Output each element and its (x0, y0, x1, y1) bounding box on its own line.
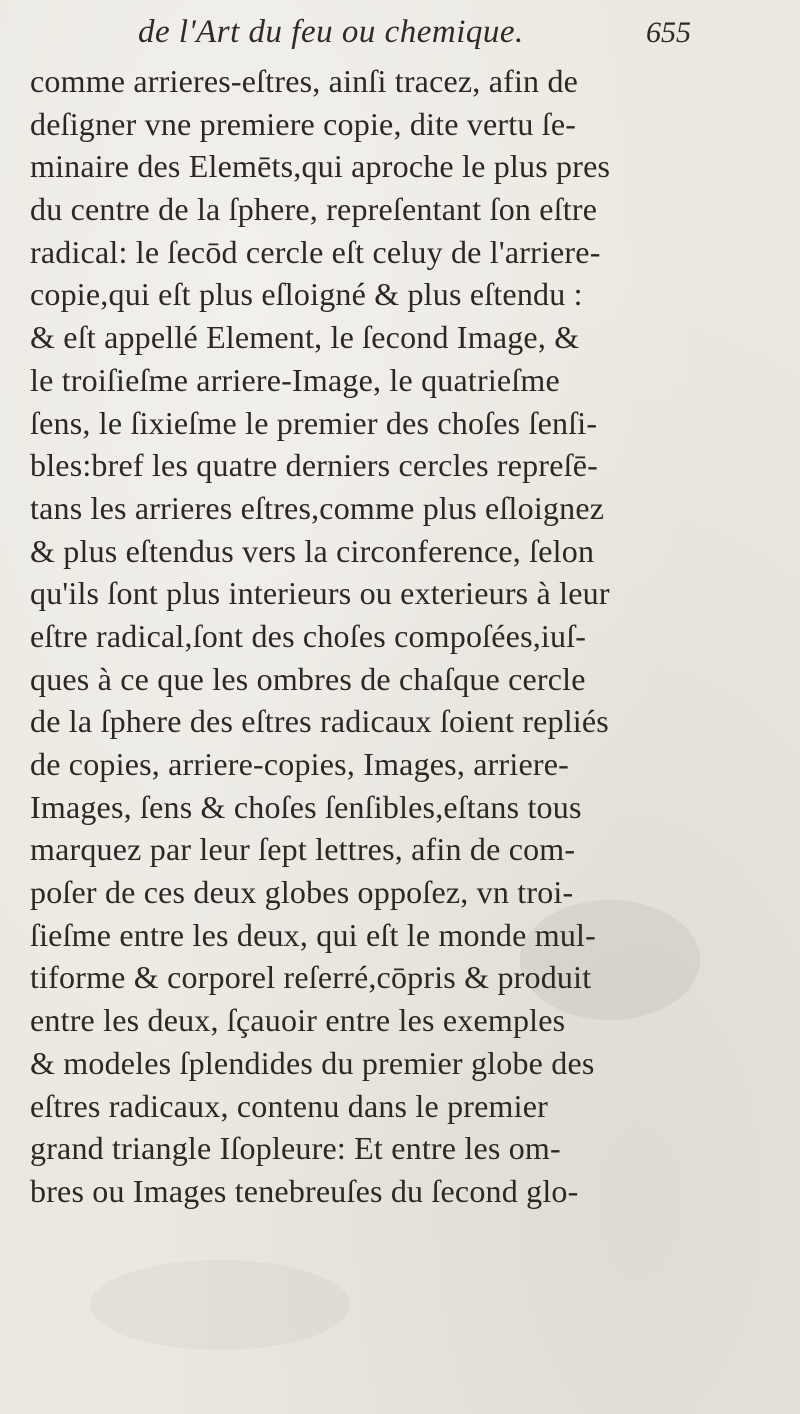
text-line: entre les deux, ſçauoir entre les exemples (30, 1002, 566, 1039)
running-title: de l'Art du feu ou chemique. (138, 14, 524, 50)
text-line: copie,qui eſt plus eſloigné & plus eſtendu : (30, 276, 583, 313)
text-line: bles:bref les quatre derniers cercles repreſē- (30, 447, 598, 484)
running-head (0, 10, 800, 58)
text-line: ques à ce que les ombres de chaſque cercle (30, 660, 586, 697)
text-line: radical: le ſecōd cercle eſt celuy de l'arriere- (30, 233, 601, 270)
body-text (30, 60, 790, 1213)
text-line: deſigner vne premiere copie, dite vertu ſe- (30, 105, 577, 142)
text-line: qu'ils ſont plus interieurs ou exterieurs à leur (30, 575, 610, 612)
text-line: ſens, le ſixieſme le premier des choſes ſenſi- (30, 404, 598, 441)
text-line: bres ou Images tenebreuſes du ſecond glo- (30, 1172, 579, 1209)
paper-stain (90, 1260, 350, 1350)
text-line: eſtres radicaux, contenu dans le premier (30, 1087, 548, 1124)
text-line: le troiſieſme arriere-Image, le quatrieſme (30, 361, 560, 398)
text-line: tans les arrieres eſtres,comme plus eſloignez (30, 489, 605, 526)
text-line: du centre de la ſphere, repreſentant ſon eſtre (30, 191, 598, 228)
text-line: tiforme & corporel reſerré,cōpris & produit (30, 959, 592, 996)
text-line: grand triangle Iſopleure: Et entre les om- (30, 1130, 561, 1167)
text-line: poſer de ces deux globes oppoſez, vn troi- (30, 874, 574, 911)
text-line: Images, ſens & choſes ſenſibles,eſtans tous (30, 788, 582, 825)
text-line: & modeles ſplendides du premier globe des (30, 1044, 595, 1081)
text-line: comme arrieres-eſtres, ainſi tracez, afin de (30, 63, 579, 99)
text-line: de copies, arriere-copies, Images, arriere- (30, 746, 569, 782)
text-line: marquez par leur ſept lettres, afin de com- (30, 831, 576, 868)
text-line: & eſt appellé Element, le ſecond Image, & (30, 319, 580, 356)
text-line: eſtre radical,ſont des choſes compoſées,iuſ- (30, 617, 587, 654)
text-line: de la ſphere des eſtres radicaux ſoient repliés (30, 703, 609, 740)
text-line: ſieſme entre les deux, qui eſt le monde mul- (30, 916, 596, 953)
page-number: 655 (646, 16, 691, 49)
text-line: & plus eſtendus vers la circonference, ſelon (30, 532, 595, 569)
text-line: minaire des Elemēts,qui aproche le plus pres (30, 148, 611, 185)
